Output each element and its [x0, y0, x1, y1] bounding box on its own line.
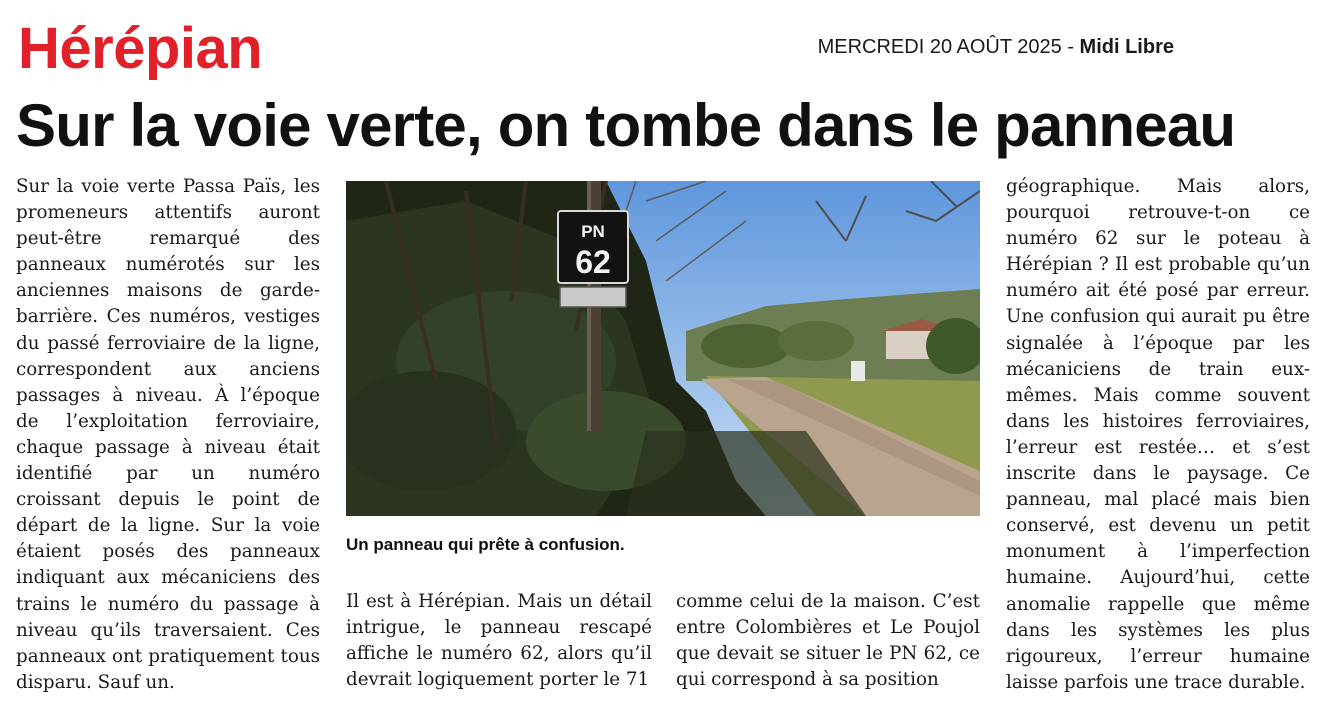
locality-title: Hérépian — [18, 16, 263, 81]
photo-caption: Un panneau qui prête à confusion. — [346, 535, 625, 554]
publication-name: Midi Libre — [1079, 36, 1174, 58]
article-photo — [346, 181, 980, 516]
article-column-1 — [16, 174, 320, 696]
publication-date: MERCREDI 20 AOÛT 2025 — [817, 36, 1062, 58]
article-column-4 — [1006, 174, 1310, 696]
article-column-2 — [346, 589, 652, 693]
sign-label-number: 62 — [575, 244, 611, 280]
article-headline: Sur la voie verte, on tombe dans le panneau — [16, 92, 1236, 159]
article-column-3 — [676, 589, 980, 693]
dateline — [818, 36, 1174, 59]
sign-label-pn: PN — [581, 222, 605, 241]
article-paragraph: comme celui de la maison. C’est entre Colombières et Le Poujol que devait se situer le PN 62, ce qui correspond à sa position — [676, 591, 980, 691]
article-paragraph: géographique. Mais alors, pourquoi retrouve-t-on ce numéro 62 sur le poteau à Hérépian ? Il est probable qu’un numéro ait été posé par erreur. Une confusion qui aurait pu être signalée à l’époque par les mécaniciens de train eux-mêmes. Mais comme souvent dans les histoires ferroviaires, l’erreur est restée… et s’est inscrite dans le paysage. Ce panneau, mal placé mais bien conservé, est devenu un petit monument à l’imperfection humaine. Aujourd’hui, cette anomalie rappelle que même dans les systèmes les plus rigoureux, l’erreur humaine laisse parfois une trace durable. — [1006, 176, 1310, 693]
article-paragraph: Il est à Hérépian. Mais un détail intrigue, le panneau rescapé affiche le numéro 62, alors qu’il devrait logiquement porter le 71 — [346, 591, 652, 691]
dateline-separator: - — [1061, 36, 1080, 58]
article-paragraph: Sur la voie verte Passa Païs, les promeneurs attentifs auront peut-être remarqué des panneaux numérotés sur les anciennes maisons de garde-barrière. Ces numéros, vestiges du passé ferroviaire de la ligne, correspondent aux anciens passages à niveau. À l’époque de l’exploitation ferroviaire, chaque passage à niveau était identifié par un numéro croissant depuis le point de départ de la ligne. Sur la voie étaient posés des panneaux indiquant aux mécaniciens des trains le numéro du passage à niveau qu’ils traversaient. Ces panneaux ont pratiquement tous disparu. Sauf un. — [16, 176, 320, 693]
